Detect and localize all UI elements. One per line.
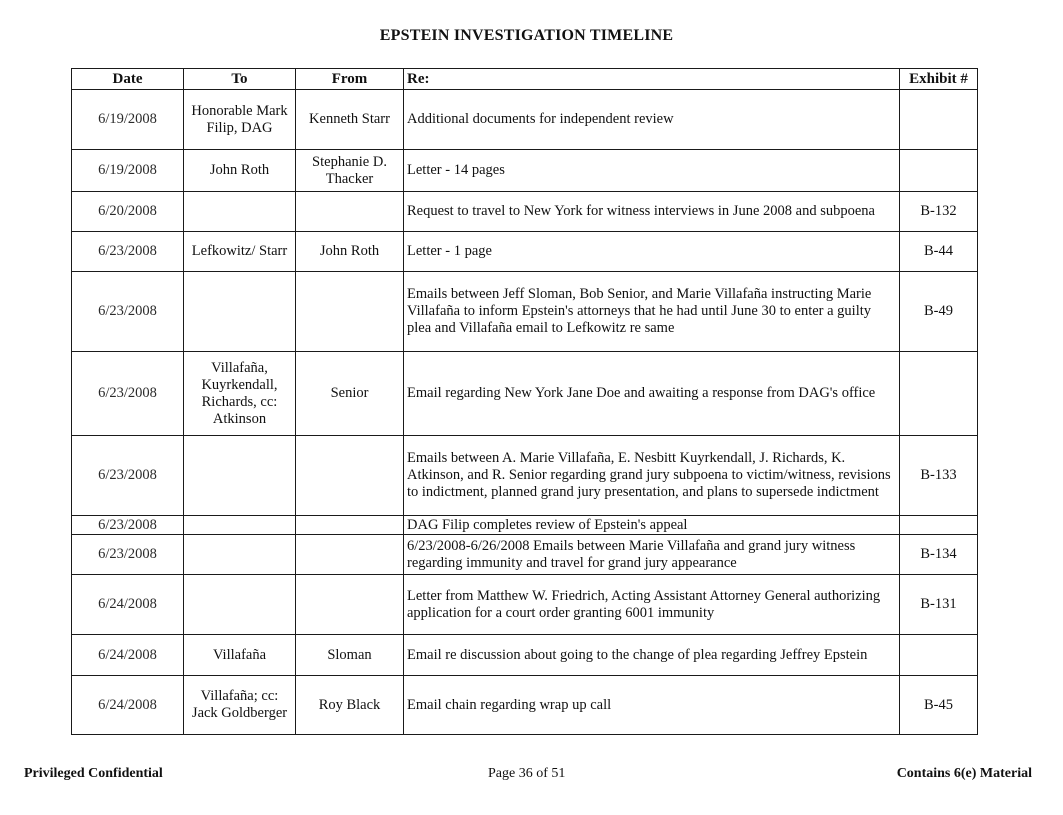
header-exhibit: Exhibit # <box>900 69 978 90</box>
cell-re: Emails between Jeff Sloman, Bob Senior, and Marie Villafaña instructing Marie Villafaña to inform Epstein's attorneys that he had until June 30 to enter a guilty plea and Villafaña email to Lefkowitz re same <box>404 272 900 352</box>
table-row <box>72 635 978 676</box>
cell-exhibit: B-131 <box>900 575 978 635</box>
cell-from <box>296 575 404 635</box>
cell-to: Villafaña, Kuyrkendall, Richards, cc: Atkinson <box>184 352 296 436</box>
footer-6e-label: Contains 6(e) Material <box>896 766 1032 781</box>
cell-from: Senior <box>296 352 404 436</box>
cell-re: Email chain regarding wrap up call <box>404 676 900 735</box>
cell-re: Email regarding New York Jane Doe and awaiting a response from DAG's office <box>404 352 900 436</box>
cell-exhibit: B-134 <box>900 535 978 575</box>
cell-re: DAG Filip completes review of Epstein's appeal <box>404 516 900 535</box>
header-re: Re: <box>404 69 900 90</box>
cell-date: 6/24/2008 <box>72 575 184 635</box>
cell-to: Villafaña; cc: Jack Goldberger <box>184 676 296 735</box>
cell-from <box>296 535 404 575</box>
cell-date: 6/23/2008 <box>72 436 184 516</box>
cell-to <box>184 516 296 535</box>
cell-from: John Roth <box>296 232 404 272</box>
cell-date: 6/19/2008 <box>72 150 184 192</box>
cell-to <box>184 535 296 575</box>
cell-from <box>296 192 404 232</box>
cell-exhibit: B-49 <box>900 272 978 352</box>
cell-exhibit <box>900 516 978 535</box>
cell-to <box>184 192 296 232</box>
cell-to <box>184 436 296 516</box>
cell-to <box>184 575 296 635</box>
cell-from: Kenneth Starr <box>296 90 404 150</box>
table-body <box>72 90 978 735</box>
cell-exhibit: B-132 <box>900 192 978 232</box>
cell-to <box>184 272 296 352</box>
cell-re: Letter - 14 pages <box>404 150 900 192</box>
table-row <box>72 575 978 635</box>
cell-exhibit: B-44 <box>900 232 978 272</box>
cell-re: 6/23/2008-6/26/2008 Emails between Marie Villafaña and grand jury witness regarding immunity and travel for grand jury appearance <box>404 535 900 575</box>
table-row <box>72 676 978 735</box>
cell-re: Request to travel to New York for witness interviews in June 2008 and subpoena <box>404 192 900 232</box>
cell-re: Letter from Matthew W. Friedrich, Acting Assistant Attorney General authorizing application for a court order granting 6001 immunity <box>404 575 900 635</box>
table-row <box>72 232 978 272</box>
cell-date: 6/23/2008 <box>72 232 184 272</box>
timeline-table <box>71 68 978 735</box>
cell-date: 6/23/2008 <box>72 535 184 575</box>
cell-to: John Roth <box>184 150 296 192</box>
table-row <box>72 516 978 535</box>
cell-to: Honorable Mark Filip, DAG <box>184 90 296 150</box>
cell-exhibit <box>900 150 978 192</box>
table-row <box>72 192 978 232</box>
cell-exhibit: B-45 <box>900 676 978 735</box>
cell-re: Additional documents for independent review <box>404 90 900 150</box>
cell-from <box>296 272 404 352</box>
cell-to: Villafaña <box>184 635 296 676</box>
cell-to: Lefkowitz/ Starr <box>184 232 296 272</box>
table-header <box>72 69 978 90</box>
header-to: To <box>184 69 296 90</box>
cell-exhibit <box>900 352 978 436</box>
table-row <box>72 352 978 436</box>
cell-re: Emails between A. Marie Villafaña, E. Nesbitt Kuyrkendall, J. Richards, K. Atkinson, and R. Senior regarding grand jury subpoena to victim/witness, revisions to indictment, planned grand jury presentation, and plans to supersede indictment <box>404 436 900 516</box>
table-row <box>72 436 978 516</box>
header-date: Date <box>72 69 184 90</box>
cell-re: Letter - 1 page <box>404 232 900 272</box>
cell-from <box>296 516 404 535</box>
cell-date: 6/19/2008 <box>72 90 184 150</box>
cell-from: Roy Black <box>296 676 404 735</box>
footer-privileged-label: Privileged Confidential <box>24 766 163 781</box>
document-title: EPSTEIN INVESTIGATION TIMELINE <box>379 27 674 44</box>
cell-exhibit <box>900 90 978 150</box>
cell-from <box>296 436 404 516</box>
cell-exhibit: B-133 <box>900 436 978 516</box>
table-row <box>72 272 978 352</box>
table-row <box>72 535 978 575</box>
cell-date: 6/23/2008 <box>72 516 184 535</box>
header-row <box>72 69 978 90</box>
table-row <box>72 90 978 150</box>
footer-page-number: Page 36 of 51 <box>488 766 566 781</box>
cell-date: 6/23/2008 <box>72 272 184 352</box>
cell-date: 6/23/2008 <box>72 352 184 436</box>
cell-date: 6/20/2008 <box>72 192 184 232</box>
cell-from: Stephanie D. Thacker <box>296 150 404 192</box>
cell-from: Sloman <box>296 635 404 676</box>
cell-date: 6/24/2008 <box>72 635 184 676</box>
cell-date: 6/24/2008 <box>72 676 184 735</box>
cell-exhibit <box>900 635 978 676</box>
cell-re: Email re discussion about going to the change of plea regarding Jeffrey Epstein <box>404 635 900 676</box>
table-row <box>72 150 978 192</box>
header-from: From <box>296 69 404 90</box>
